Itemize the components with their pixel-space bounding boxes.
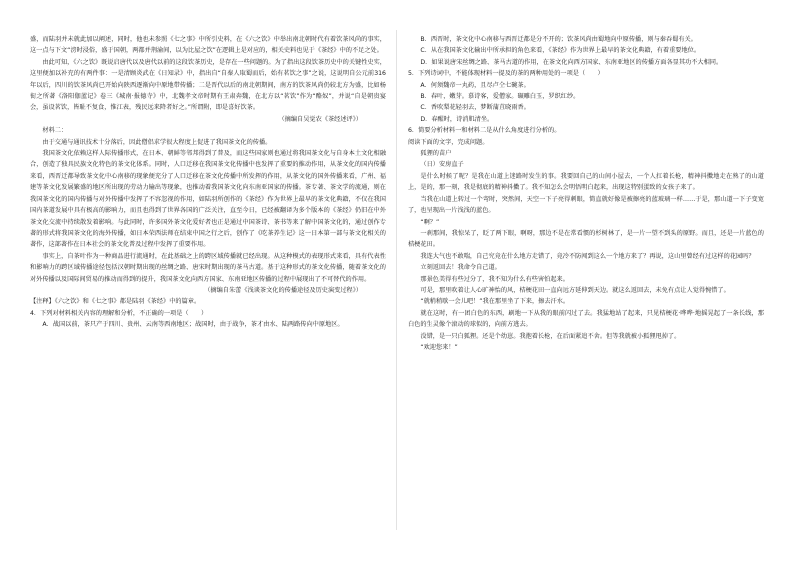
right-paragraph: 6．简要分析材料一和材料二是从什么角度进行分析的。 bbox=[408, 127, 561, 135]
right-paragraph: 那景色美得有些过分了，我不知为什么有些害怕起来。 bbox=[420, 275, 569, 283]
left-paragraph: 盛，而陆羽并未就此加以阐述，同时，他也未参照《七之事》中所引史料，在《六之饮》中举出南北朝时代有着饮茶风尚的事实，这一点与下文“滂时浸俗，盛于国朝，两都并荆渝间，以为比屋之饮”在逻辑上是对应的，相关史料也见于《茶经》中的不足之处。 bbox=[30, 36, 386, 55]
right-paragraph: B．西晋时，茶文化中心南移与西晋迁都是分不开的；饮茶风尚由蜀地向中原传播，则与秦吞蜀有关。 bbox=[420, 36, 697, 43]
right-paragraph: 我连大气也不敢喘，自己究竟在什么地方走错了，竟冷不防闯到这么一个地方来了？再说，这山里曾经有过这样的花园吗？ bbox=[420, 252, 755, 260]
left-paragraph: A．战国以前，茶只产于四川、贵州、云南等西南地区；战国时，由于战争，茶才由水、陆两路传向中原地区。 bbox=[42, 321, 344, 329]
left-paragraph: 4．下列对材料相关内容的理解和分析，不正确的一项是（ ） bbox=[30, 309, 208, 317]
right-paragraph: 就在这时，有一团白色的东西，刷地一下从我的眼前闪过了去。我猛地站了起来，只见桔梗花·哗哗·地摇晃起了一条长线，那白色的生灵像个滚动的球似的，向前方逃去。 bbox=[408, 309, 764, 329]
left-paragraph: 材料二： bbox=[42, 127, 68, 135]
right-paragraph: B．春叶，嫩芽。慕诗客，爱僧家。碾雕白玉，罗织红纱。 bbox=[420, 93, 580, 101]
right-column bbox=[408, 34, 764, 353]
right-paragraph: C．香吹梨花轻羽去，梦断蒲苴晓雨香。 bbox=[420, 104, 530, 112]
right-paragraph: （日）安房直子 bbox=[420, 161, 464, 169]
right-paragraph: “啊？” bbox=[420, 218, 440, 226]
left-paragraph: 由于交通与通讯技术十分落后，因此僧侣求学很大程度上促进了我国茶文化的传播。 bbox=[42, 138, 272, 146]
left-column bbox=[30, 34, 386, 331]
left-paragraph: 我国茶文化依赖这样人际传播形式，在日本、朝鲜等邻邦得到了普及，而这些国家则也通过将我国茶文化与自身本土文化相融合，创造了独具民族文化特色的茶文化体系。同时，人口迁移在我国茶文化传播中也发挥了重要的推动作用，从茶文化的国内传播来看，西晋迁都导致茶文化中心南移的现象便充分了人口迁移在茶文化传播中所发挥的作用，从茶文化的国外传播来看，广州、福建等茶文化发展繁盛的地区所出现的劳动力输出等现象，也推动着我国茶文化向东南亚国家的传播。茶专著、茶文学的流通，则在我国茶文化的国内传播与对外传播中发挥了不容忽视的作用，如陆羽所创作的《茶经》作为世界上最早的茶文化典籍，不仅在我国国内茶道发展中具有极高的影响力，而且也得到了世界各国的广泛关注，直至今日，已经被翻译为多个版本的《茶经》仍旧在中外茶文化交流中持续散发着影响。与此同时，许多国外茶文化爱好者也正是通过中国茶诗、茶书等来了解中国茶文化的，通过创作专著的形式将我国茶文化的海外传播，如日本荣西法师在结束中国之行之后，创作了《吃茶养生记》这一日本第一部与茶文化相关的著作，这部著作在日本社会的茶文化普及过程中发挥了重要作用。 bbox=[30, 150, 386, 249]
right-paragraph: 5．下列诗词中，不能体现材料一提及的茶的两种用处的一项是（ ） bbox=[408, 70, 604, 78]
right-paragraph: 阅读下面的文字，完成问题。 bbox=[408, 138, 489, 146]
left-paragraph: （摘编自吴觉农《茶经述评》） bbox=[278, 115, 362, 123]
right-paragraph: 狐狸的苗户 bbox=[420, 150, 452, 158]
right-paragraph: 可是，那里吹着让人心旷神怡的风，桔梗花田一直向远方延伸到天边。就这么返回去，未免有点让人觉得惋惜了。 bbox=[420, 286, 730, 294]
column-divider bbox=[396, 30, 397, 530]
right-paragraph: “欢迎您来！” bbox=[420, 343, 458, 351]
left-paragraph: 【注释】《六之饮》和《七之事》都是陆羽《茶经》中的篇章。 bbox=[30, 298, 201, 306]
left-paragraph: 事实上，自茶叶作为一种商品进行流通时，在此基础之上的跨区域传播就已经出现。从这种模式的表现形式来看，具有代表性和影响力的跨区域传播途径包括汉朝时期出现的丝绸之路、唐宋时期出现的茶马古道。基于这种形式的茶文化传播，随着茶文化的对外传播以及国际间贸易的推动而得到的提升，我国茶文化向西方国家、东南亚地区传播的过程中展现出了不可替代的作用。 bbox=[30, 252, 386, 283]
right-paragraph: A．何须魏帝一丸药，且尽卢仝七碗茶。 bbox=[420, 81, 530, 89]
left-paragraph: 由此可知，《六之饮》既说启唐代以及唐代以前的这段饮茶历史，是存在一些问题的。为了指出这段饮茶历史中的关键性史实，这里便加以补充的有两件事：一是清顾炎武在《日知录》中，指出自“自秦人取蜀而后，始有茗饮之事”之说，这说明自公元前316年以后，四川的饮茶风尚已开始向陕西逐渐向中原地带传播；二是晋代以后的南北朝期间，南方的饮茶风尚仍较北方为盛，比如杨衒之所著《洛阳伽蓝记》卷三《城南·报德寺》中，北魏孝文帝时期有王肃奔魏，在北方以“茗饮”作为“酪奴”，并说“自是朝贵宴会，虽设茗饮，皆耻不复食，惟江表，残民远来降者好之。”所谓附，即是喜好饮茶。 bbox=[30, 58, 386, 112]
right-paragraph: “就稍稍歇一会儿吧！”我在那里坐了下来，擦去汗水。 bbox=[420, 298, 570, 306]
right-paragraph: 是什么时候了呢？是我在山道上迷路时发生的事。我要回自己的山间小屋去，一个人扛着长枪，精神抖擞地走在熟了的山道上，是的，那一刻，我是彻底的精神抖擞了。我不知怎么会明悟明白起来，出现这特别蛋致的女孩子来了。 bbox=[408, 172, 764, 192]
left-paragraph: （摘编自朱蕾《浅谈茶文化的传播途径及历史演变过程》） bbox=[204, 286, 362, 294]
right-paragraph: 一刹那间，我惊呆了，眨了两下眼，啊呀，那边不是在常看惯的杉树林了，是一片一望不到头的原野。而且，还是一片蓝色的桔梗花田。 bbox=[408, 229, 764, 249]
right-paragraph: D．春醒时，诗消肌清坐。 bbox=[420, 115, 494, 123]
right-paragraph: 没错，是一只白狐狸。还是个幼崽。我抱着长枪，在后面紧追不舍。但等我就被小狐狸甩掉了。 bbox=[420, 332, 681, 340]
right-paragraph: C．从在我国茶文化输出中所承担的角色来看，《茶经》作为世界上最早的茶文化典籍，有着重要地位。 bbox=[420, 47, 701, 55]
right-paragraph: 立刻返回去！我命令自己道。 bbox=[420, 264, 501, 272]
right-paragraph: D．如果说唐宋丝绸之路、茶马古道的作用，在茶文化向西方国家、东南亚地区的传播方面各显其功不大相同。 bbox=[420, 58, 723, 66]
right-paragraph: 当我在山道上转过一个弯时，突然间，天空一下子亮得刺眼，简直就好像是被擦亮的蓝玻璃一样……于是，那山道一下子变宽了，也呈现出一片浅浅的蓝色。 bbox=[408, 195, 764, 215]
